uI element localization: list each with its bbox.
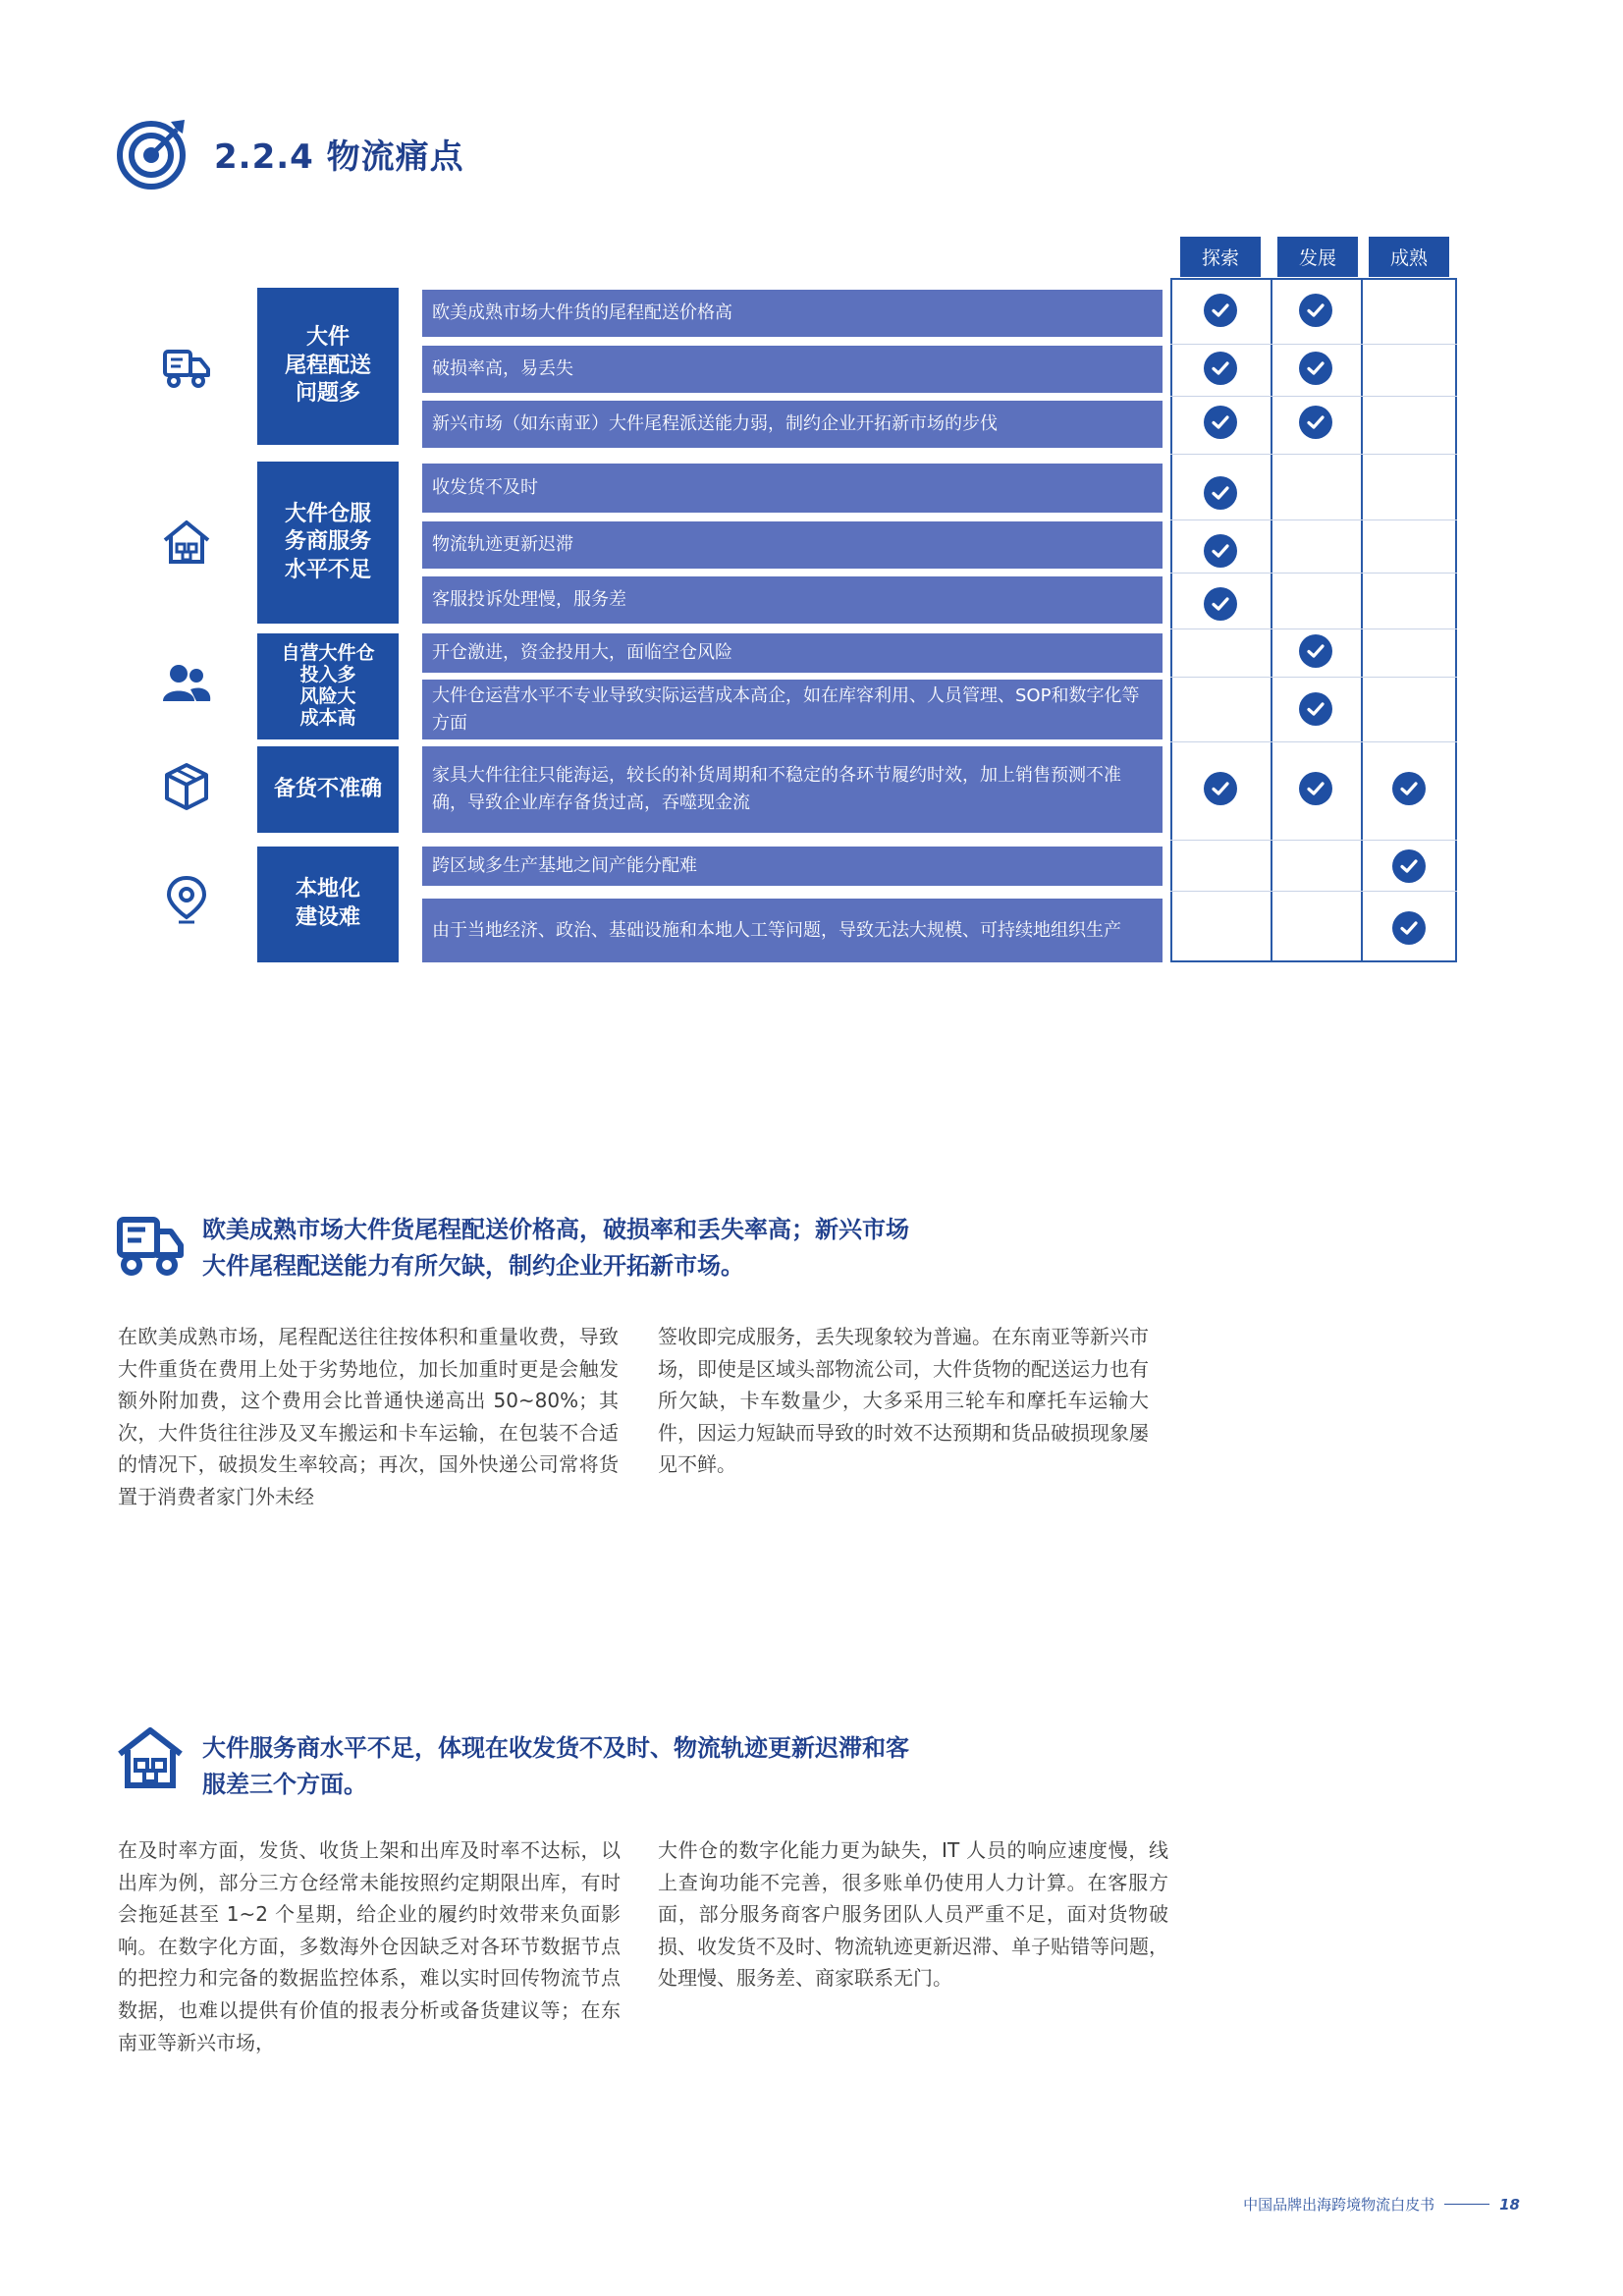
check-explore-icon bbox=[1204, 406, 1237, 439]
check-explore-icon bbox=[1204, 476, 1237, 510]
block2-heading: 大件服务商水平不足，体现在收发货不及时、物流轨迹更新迟滞和客服差三个方面。 bbox=[202, 1734, 909, 1799]
category-label-line: 水平不足 bbox=[284, 557, 371, 582]
category-label-line: 本地化 bbox=[295, 877, 360, 902]
category-self-warehouse bbox=[257, 633, 399, 739]
category-label-line: 大件 bbox=[305, 325, 350, 351]
pain-point-row: 新兴市场（如东南亚）大件尾程派送能力弱，制约企业开拓新市场的步伐 bbox=[422, 401, 1163, 448]
category-label-line: 务商服务 bbox=[284, 529, 371, 555]
category-label-line: 自营大件仓 bbox=[281, 642, 375, 665]
truck-icon bbox=[116, 1214, 185, 1279]
check-develop-icon bbox=[1299, 692, 1332, 726]
grid-line bbox=[1170, 454, 1457, 455]
column-header-explore: 探索 bbox=[1180, 237, 1261, 277]
block1-left-paragraph: 在欧美成熟市场，尾程配送往往按体积和重量收费，导致大件重货在费用上处于劣势地位，加长加重时更是会触发额外附加费，这个费用会比普通快递高出 50~80%；其次，大件货往往涉及叉车搬运和卡车运输，在包装不合适的情况下，破损发生率较高；再次，国外快递公司常将货置于消费者家门外未经 bbox=[118, 1325, 619, 1508]
check-mature-icon bbox=[1392, 849, 1426, 883]
warehouse-icon bbox=[161, 517, 212, 568]
check-develop-icon bbox=[1299, 772, 1332, 805]
users-icon bbox=[161, 658, 212, 709]
category-stocking bbox=[257, 746, 399, 833]
check-mature-icon bbox=[1392, 772, 1426, 805]
grid-line bbox=[1170, 519, 1457, 520]
grid-line bbox=[1170, 741, 1457, 742]
check-develop-icon bbox=[1299, 406, 1332, 439]
grid-line bbox=[1170, 573, 1457, 574]
location-pin-icon bbox=[161, 874, 212, 925]
pain-point-row: 客服投诉处理慢，服务差 bbox=[422, 576, 1163, 624]
category-label-line: 投入多 bbox=[299, 664, 356, 686]
truck-icon bbox=[161, 342, 212, 393]
check-explore-icon bbox=[1204, 772, 1237, 805]
check-develop-icon bbox=[1299, 634, 1332, 668]
pain-point-row: 欧美成熟市场大件货的尾程配送价格高 bbox=[422, 290, 1163, 337]
pain-point-row: 破损率高，易丢失 bbox=[422, 346, 1163, 393]
block2-left-paragraph: 在及时率方面，发货、收货上架和出库及时率不达标，以出库为例，部分三方仓经常未能按照约定期限出库，有时会拖延甚至 1~2 个星期，给企业的履约时效带来负面影响。在数字化方面，多数海外仓因缺乏对各环节数据节点的把控力和完备的数据监控体系，难以实时回传物流节点数据，也难以提供有价值的报表分析或备货建议等；在东南亚等新兴市场， bbox=[118, 1838, 621, 2054]
category-localization bbox=[257, 847, 399, 962]
category-label-line: 尾程配送 bbox=[284, 353, 371, 378]
footer-rule bbox=[1444, 2204, 1489, 2205]
grid-line bbox=[1170, 840, 1457, 841]
grid-line bbox=[1170, 677, 1457, 678]
pain-point-row: 收发货不及时 bbox=[422, 464, 1163, 513]
check-explore-icon bbox=[1204, 294, 1237, 327]
grid-line bbox=[1170, 891, 1457, 892]
target-icon bbox=[116, 116, 190, 191]
block1-heading: 欧美成熟市场大件货尾程配送价格高，破损率和丢失率高；新兴市场大件尾程配送能力有所欠缺，制约企业开拓新市场。 bbox=[202, 1216, 909, 1281]
check-explore-icon bbox=[1204, 587, 1237, 621]
page-footer bbox=[1243, 2194, 1520, 2214]
pain-point-row: 大件仓运营水平不专业导致实际运营成本高企，如在库容利用、人员管理、SOP和数字化等方面 bbox=[422, 680, 1163, 739]
category-label-line: 大件仓服 bbox=[284, 501, 371, 526]
pain-point-row: 物流轨迹更新迟滞 bbox=[422, 521, 1163, 569]
warehouse-icon bbox=[116, 1724, 185, 1791]
grid-line bbox=[1170, 396, 1457, 397]
grid-divider bbox=[1271, 278, 1272, 962]
check-explore-icon bbox=[1204, 352, 1237, 385]
category-last-mile bbox=[257, 288, 399, 445]
box-icon bbox=[161, 761, 212, 812]
pain-point-row: 由于当地经济、政治、基础设施和本地人工等问题，导致无法大规模、可持续地组织生产 bbox=[422, 899, 1163, 962]
section-title: 2.2.4 物流痛点 bbox=[214, 137, 464, 177]
category-label-line: 建设难 bbox=[295, 905, 360, 930]
check-explore-icon bbox=[1204, 534, 1237, 568]
block2-right-paragraph: 大件仓的数字化能力更为缺失，IT 人员的响应速度慢，线上查询功能不完善，很多账单仍使用人力计算。在客服方面，部分服务商客户服务团队人员严重不足，面对货物破损、收发货不及时、物流轨迹更新迟滞、单子贴错等问题，处理慢、服务差、商家联系无门。 bbox=[658, 1838, 1168, 1991]
pain-point-row: 家具大件往往只能海运，较长的补货周期和不稳定的各环节履约时效，加上销售预测不准确，导致企业库存备货过高，吞噬现金流 bbox=[422, 746, 1163, 833]
column-header-develop: 发展 bbox=[1277, 237, 1358, 277]
category-label-line: 问题多 bbox=[295, 381, 360, 407]
block1-right-paragraph: 签收即完成服务，丢失现象较为普遍。在东南亚等新兴市场，即使是区域头部物流公司，大件货物的配送运力也有所欠缺，卡车数量少，大多采用三轮车和摩托车运输大件，因运力短缺而导致的时效不达预期和货品破损现象屡见不鲜。 bbox=[658, 1325, 1149, 1477]
grid-divider bbox=[1361, 278, 1363, 962]
category-label-line: 成本高 bbox=[299, 706, 356, 729]
page-number: 18 bbox=[1499, 2195, 1520, 2214]
pain-point-row: 开仓激进，资金投用大，面临空仓风险 bbox=[422, 633, 1163, 673]
footer-title: 中国品牌出海跨境物流白皮书 bbox=[1243, 2196, 1435, 2214]
category-service-provider bbox=[257, 462, 399, 624]
pain-point-row: 跨区域多生产基地之间产能分配难 bbox=[422, 847, 1163, 886]
check-develop-icon bbox=[1299, 294, 1332, 327]
check-develop-icon bbox=[1299, 352, 1332, 385]
column-header-mature: 成熟 bbox=[1369, 237, 1449, 277]
check-mature-icon bbox=[1392, 911, 1426, 945]
grid-line bbox=[1170, 344, 1457, 345]
category-label-line: 风险大 bbox=[299, 685, 356, 707]
category-label-line: 备货不准确 bbox=[273, 776, 382, 801]
